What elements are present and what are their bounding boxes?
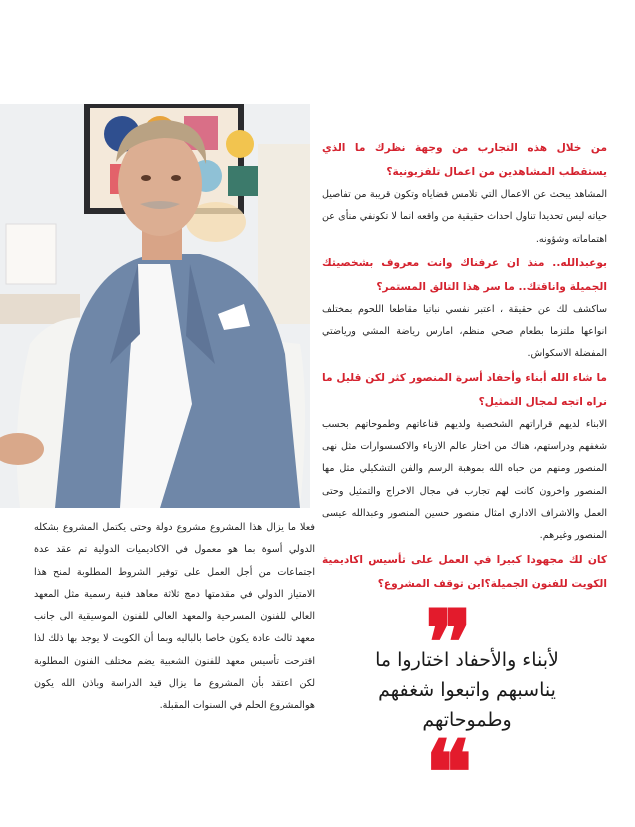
pull-quote	[326, 590, 608, 824]
answer-paragraph: ساكشف لك عن حقيقة ، اعتبر نفسي نباتيا مقاطعا اللحوم بمختلف انواعها ملتزما بطعام صحي منظم، امارس رياضة المشي ورياضتي المفضلة الاسكواش.	[322, 303, 607, 360]
question-heading: بوعبدالله.. منذ ان عرفناك وانت معروف بشخصيتك الجميلة واناقتك.. ما سر هذا التالق المستمر؟	[322, 256, 607, 293]
left-column	[34, 517, 315, 718]
pull-quote-line: لأبناء والأحفاد اختاروا ما	[375, 649, 559, 671]
question-heading: من خلال هذه التجارب من وجهة نظرك ما الذي يستقطب المشاهدين من اعمال تلفزيونية؟	[322, 142, 607, 178]
portrait-photo	[0, 104, 310, 508]
answer-paragraph: فعلا ما يزال هذا المشروع مشروع دولة وحتى يكتمل المشروع بشكله الدولي أسوة بما هو معمول في الاكاديميات الدولية تم عقد عدة اجتماعات من أجل العمل على توفير الشروط المطلوبة لمنح هذا الامتياز الدولي في مقدمتها دمج ثلاثة معاهد فنية رسمية مثل المعهد العالي للفنون المسرحية والمعهد العالي للفنون الموسيقية الى جانب معهد ثالث عادة يكون خاصا بالباليه وبما أن الكويت لا يوجد بها ذلك لذا اقترحت تأسيس معهد للفنون الشعبية يضم مختلف الفنون المطلوبة لكن اعتقد بأن المشروع ما يزال قيد الدراسة وباذن الله يكون هوالمشروع الحلم في السنوات المقبلة.	[34, 522, 315, 712]
close-quote-mark-icon: ❝	[425, 720, 473, 824]
right-column	[322, 136, 607, 596]
open-quote-mark-icon: ❞	[425, 590, 473, 694]
answer-paragraph: المشاهد يبحث عن الاعمال التي تلامس قضاياه وتكون قريبة من تفاصيل حياته ليس تحديدا تناول احداث حقيقية من واقعه انما لا تكونفي منأى عن اهتماماته وشؤونه.	[322, 189, 607, 245]
answer-paragraph: الابناء لديهم قراراتهم الشخصية ولديهم قناعاتهم وطموحاتهم بحسب شغفهم ودراستهم، هناك من اختار عالم الازياء والاكسسوارات مثل نهى المنصور ومنهم من حباه الله بموهبة الرسم والفن التشكيلي مثل مها المنصور واخرون كانت لهم تجارب في مجال الاخراج والتمثيل وحتى العمل والاشراف الاداري امثال منصور حسين المنصور وعبدالله عيسى المنصور وغيرهم.	[322, 418, 607, 542]
portrait-illustration	[0, 104, 310, 508]
question-heading: ما شاء الله أبناء وأحفاد أسرة المنصور كثر لكن قليل ما نراه اتجه لمجال التمثيل؟	[322, 371, 607, 408]
pull-quote-line: وطموحاتهم	[422, 709, 512, 731]
pull-quote-line: يناسبهم واتبعوا شغفهم	[378, 679, 556, 701]
question-heading: كان لك مجهودا كبيرا في العمل على تأسيس اكاديمية الكويت للفنون الجميلة؟اين توقف المشروع؟	[322, 553, 607, 590]
